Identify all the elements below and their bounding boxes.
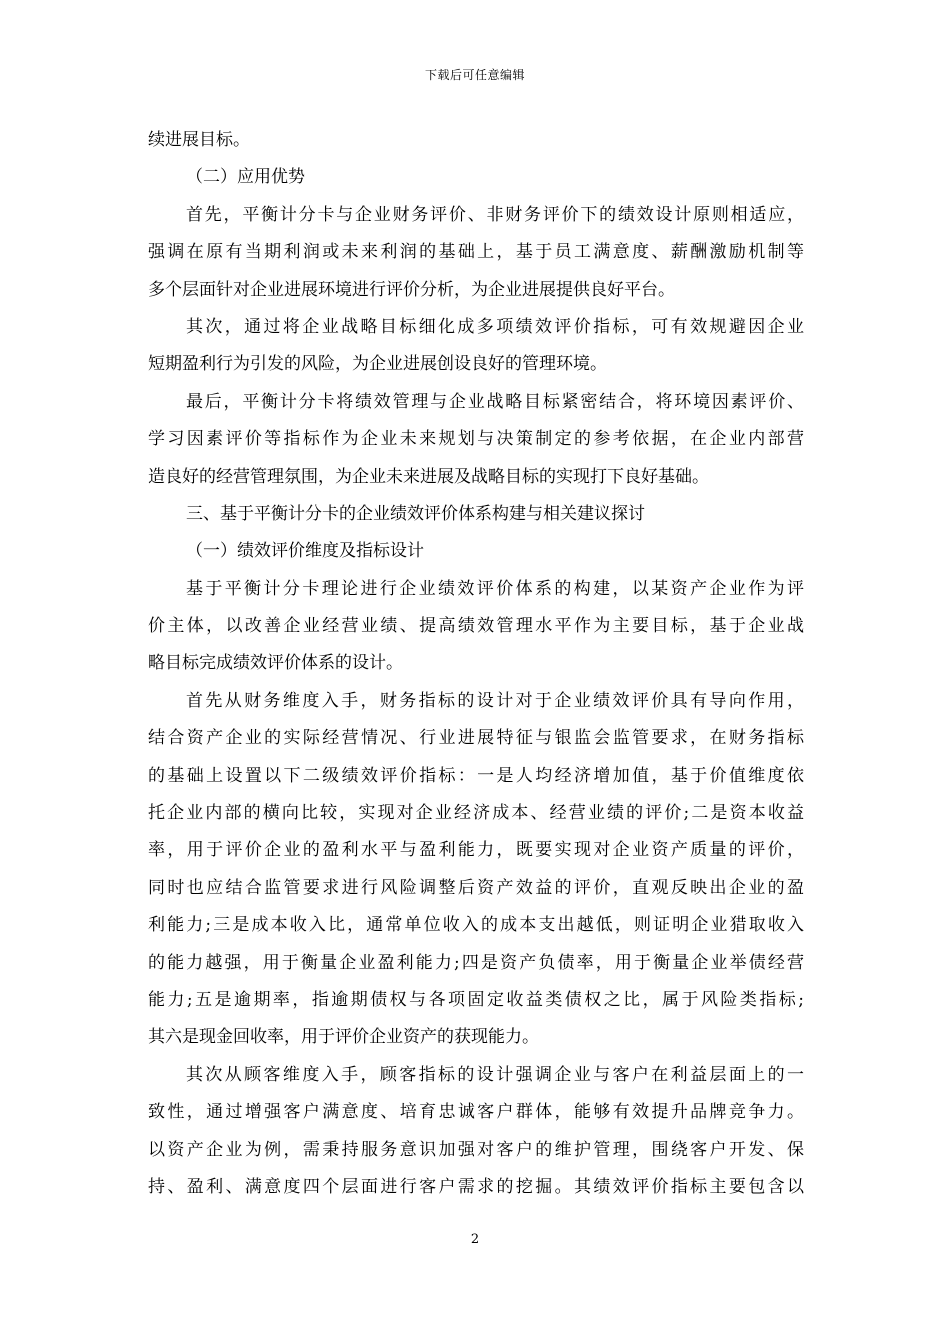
text-line: 其次，通过将企业战略目标细化成多项绩效评价指标，可有效规避因企业 <box>186 316 804 337</box>
text-line: 托企业内部的横向比较，实现对企业经济成本、经营业绩的评价;二是资本收益 <box>148 803 804 824</box>
text-line: 能力;五是逾期率，指逾期债权与各项固定收益类债权之比，属于风险类指标; <box>148 989 804 1010</box>
text-line: 持、盈利、满意度四个层面进行客户需求的挖掘。其绩效评价指标主要包含以 <box>148 1176 804 1197</box>
text-line: 三、基于平衡计分卡的企业绩效评价体系构建与相关建议探讨 <box>186 503 645 524</box>
text-line: （二）应用优势 <box>186 167 305 188</box>
text-line: 续进展目标。 <box>148 130 250 150</box>
text-line: 首先从财务维度入手，财务指标的设计对于企业绩效评价具有导向作用， <box>186 690 804 711</box>
text-line: 同时也应结合监管要求进行风险调整后资产效益的评价，直观反映出企业的盈 <box>148 877 804 898</box>
text-line: （一）绩效评价维度及指标设计 <box>186 541 424 562</box>
text-line: 其六是现金回收率，用于评价企业资产的获现能力。 <box>148 1027 539 1048</box>
text-line: 首先，平衡计分卡与企业财务评价、非财务评价下的绩效设计原则相适应， <box>186 204 804 225</box>
text-line: 利能力;三是成本收入比，通常单位收入的成本支出越低，则证明企业猎取收入 <box>148 915 804 936</box>
text-line: 略目标完成绩效评价体系的设计。 <box>148 653 403 674</box>
text-line: 价主体，以改善企业经营业绩、提高绩效管理水平作为主要目标，基于企业战 <box>148 616 804 637</box>
page-number: 2 <box>470 1232 480 1247</box>
text-line: 强调在原有当期利润或未来利润的基础上，基于员工满意度、薪酬激励机制等 <box>148 242 804 263</box>
text-line: 的基础上设置以下二级绩效评价指标：一是人均经济增加值，基于价值维度依 <box>148 765 804 786</box>
page-header: 下载后可任意编辑 <box>424 68 525 82</box>
text-line: 造良好的经营管理氛围，为企业未来进展及战略目标的实现打下良好基础。 <box>148 466 709 487</box>
text-line: 最后，平衡计分卡将绩效管理与企业战略目标紧密结合，将环境因素评价、 <box>186 391 804 412</box>
text-line: 学习因素评价等指标作为企业未来规划与决策制定的参考依据，在企业内部营 <box>148 429 804 450</box>
text-line: 基于平衡计分卡理论进行企业绩效评价体系的构建，以某资产企业作为评 <box>186 578 804 599</box>
text-line: 的能力越强，用于衡量企业盈利能力;四是资产负债率，用于衡量企业举债经营 <box>148 952 804 973</box>
text-line: 多个层面针对企业进展环境进行评价分析，为企业进展提供良好平台。 <box>148 279 675 300</box>
text-line: 短期盈利行为引发的风险，为企业进展创设良好的管理环境。 <box>148 354 607 375</box>
text-line: 致性，通过增强客户满意度、培育忠诚客户群体，能够有效提升品牌竞争力。 <box>148 1102 804 1123</box>
text-line: 以资产企业为例，需秉持服务意识加强对客户的维护管理，围绕客户开发、保 <box>148 1139 804 1160</box>
document-body <box>148 122 804 1206</box>
text-line: 率，用于评价企业的盈利水平与盈利能力，既要实现对企业资产质量的评价， <box>148 840 804 861</box>
text-line: 其次从顾客维度入手，顾客指标的设计强调企业与客户在利益层面上的一 <box>186 1064 804 1085</box>
text-line: 结合资产企业的实际经营情况、行业进展特征与银监会监管要求，在财务指标 <box>148 728 804 749</box>
